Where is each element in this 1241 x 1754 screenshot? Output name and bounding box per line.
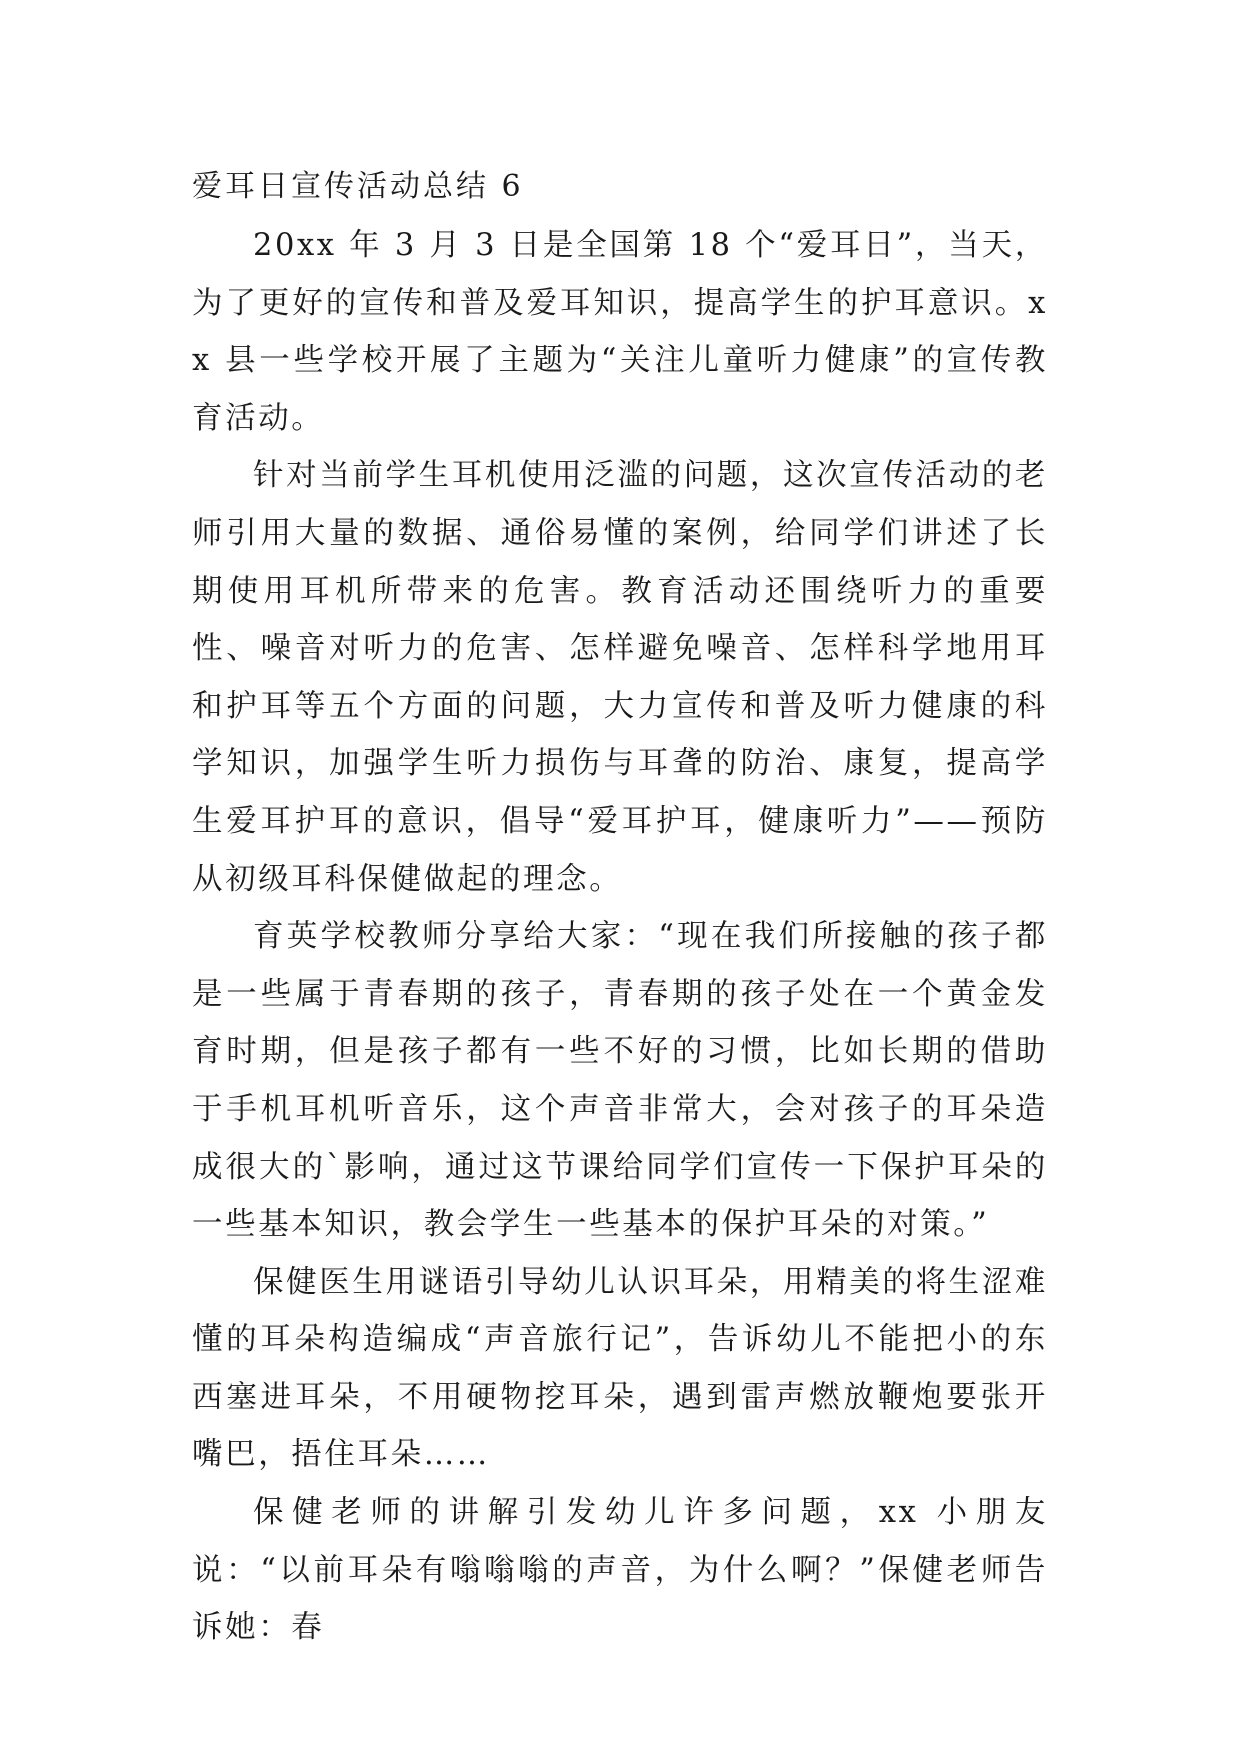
- paragraph: 育英学校教师分享给大家：“现在我们所接触的孩子都是一些属于青春期的孩子，青春期的孩子处在一个黄金发育时期，但是孩子都有一些不好的习惯，比如长期的借助于手机耳机听音乐，这个声音非常大，会对孩子的耳朵造成很大的`影响，通过这节课给同学们宣传一下保护耳朵的一些基本知识，教会学生一些基本的保护耳朵的对策。”: [192, 919, 1048, 1243]
- paragraph: 保健老师的讲解引发幼儿许多问题，xx 小朋友说：“以前耳朵有嗡嗡嗡的声音，为什么啊？”保健老师告诉她：春: [192, 1495, 1048, 1646]
- paragraph: 针对当前学生耳机使用泛滥的问题，这次宣传活动的老师引用大量的数据、通俗易懂的案例，给同学们讲述了长期使用耳机所带来的危害。教育活动还围绕听力的重要性、噪音对听力的危害、怎样避免噪音、怎样科学地用耳和护耳等五个方面的问题，大力宣传和普及听力健康的科学知识，加强学生听力损伤与耳聋的防治、康复，提高学生爱耳护耳的意识，倡导“爱耳护耳，健康听力”——预防从初级耳科保健做起的理念。: [192, 458, 1048, 897]
- document-body: [192, 217, 1048, 1657]
- document-title: 爱耳日宣传活动总结 6: [192, 169, 524, 204]
- paragraph: 保健医生用谜语引导幼儿认识耳朵，用精美的将生涩难懂的耳朵构造编成“声音旅行记”，告诉幼儿不能把小的东西塞进耳朵，不用硬物挖耳朵，遇到雷声燃放鞭炮要张开嘴巴，捂住耳朵……: [192, 1264, 1048, 1473]
- paragraph: 20xx 年 3 月 3 日是全国第 18 个“爱耳日”，当天，为了更好的宣传和普及爱耳知识，提高学生的护耳意识。xx 县一些学校开展了主题为“关注儿童听力健康”的宣传教育活动。: [192, 228, 1048, 436]
